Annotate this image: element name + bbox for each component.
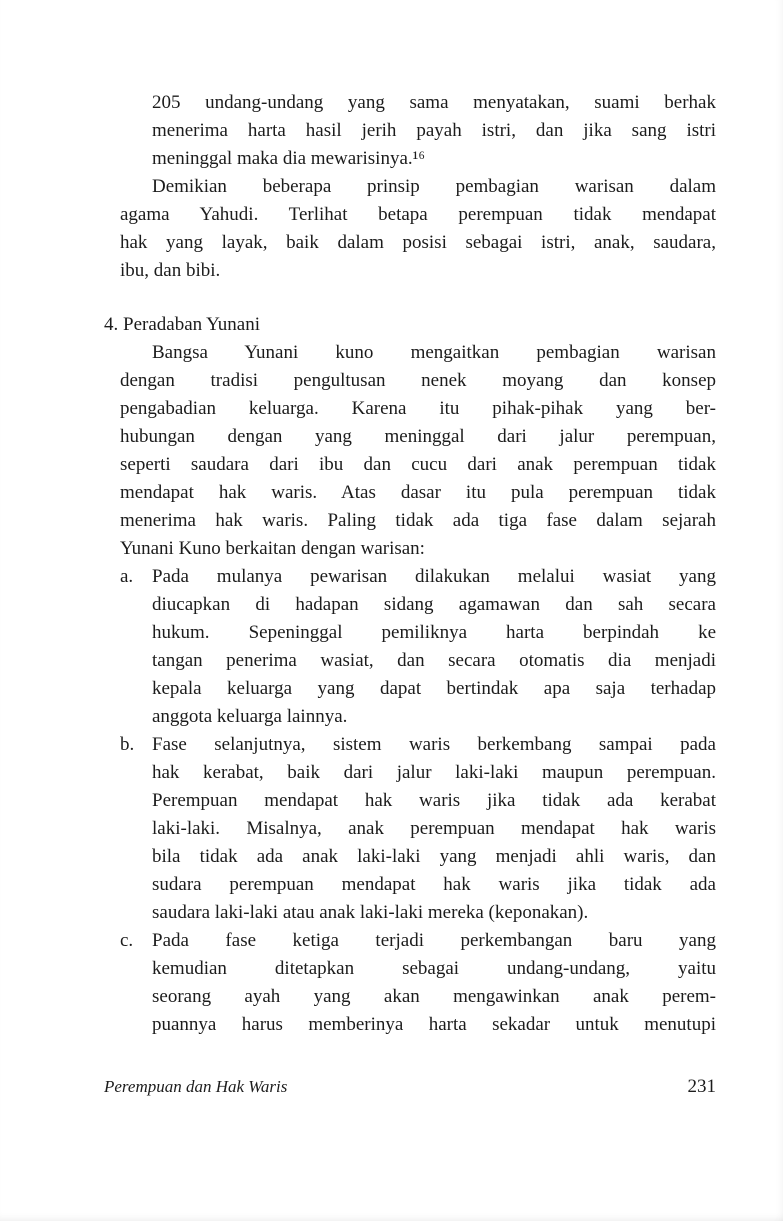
list-item-c-text (152, 927, 716, 1039)
text-line: Perempuan mendapat hak waris jika tidak ada kerabat (152, 790, 716, 811)
list-marker-b: b. (120, 734, 135, 755)
list-item-a-text (152, 563, 716, 731)
text-line: meninggal maka dia mewarisinya.¹⁶ (152, 148, 425, 169)
list-item-c (120, 927, 716, 1039)
list-item-b-text (152, 731, 716, 927)
text-line: Pada fase ketiga terjadi perkembangan baru yang (152, 930, 716, 951)
text-line: Pada mulanya pewarisan dilakukan melalui wasiat yang (152, 566, 716, 587)
text-line: tangan penerima wasiat, dan secara otomatis dia menjadi (152, 650, 716, 671)
text-line: hak yang layak, baik dalam posisi sebagai istri, anak, saudara, (120, 232, 716, 253)
text-line: Yunani Kuno berkaitan dengan warisan: (120, 538, 425, 559)
text-line: 205 undang-undang yang sama menyatakan, suami berhak (152, 92, 716, 113)
text-line: kepala keluarga yang dapat bertindak apa saja terhadap (152, 678, 716, 699)
text-line: Demikian beberapa prinsip pembagian warisan dalam (152, 176, 716, 197)
text-line: seperti saudara dari ibu dan cucu dari anak perempuan tidak (120, 454, 716, 475)
lettered-list (120, 563, 716, 1039)
text-line: anggota keluarga lainnya. (152, 706, 348, 727)
paragraph-yunani-intro (120, 339, 716, 563)
list-marker-c: c. (120, 930, 134, 951)
running-title: Perempuan dan Hak Waris (104, 1077, 288, 1096)
list-marker-a: a. (120, 566, 134, 587)
text-line: ibu, dan bibi. (120, 260, 221, 281)
list-item-b (120, 731, 716, 927)
text-line: laki-laki. Misalnya, anak perempuan mendapat hak waris (152, 818, 716, 839)
text-line: agama Yahudi. Terlihat betapa perempuan tidak mendapat (120, 204, 716, 225)
page-footer (104, 1075, 716, 1099)
text-line: seorang ayah yang akan mengawinkan anak perem- (152, 986, 716, 1007)
text-line: hukum. Sepeninggal pemiliknya harta berpindah ke (152, 622, 716, 643)
text-line: pengabadian keluarga. Karena itu pihak-pihak yang ber- (120, 398, 716, 419)
page-number: 231 (687, 1076, 716, 1097)
text-line: kemudian ditetapkan sebagai undang-undang, yaitu (152, 958, 716, 979)
quoted-passage (152, 89, 716, 173)
list-item-a (120, 563, 716, 731)
text-line: menerima hak waris. Paling tidak ada tiga fase dalam sejarah (120, 510, 716, 531)
text-line: bila tidak ada anak laki-laki yang menjadi ahli waris, dan (152, 846, 716, 867)
text-line: diucapkan di hadapan sidang agamawan dan sah secara (152, 594, 716, 615)
text-line: puannya harus memberinya harta sekadar untuk menutupi (152, 1014, 716, 1035)
text-line: hak kerabat, baik dari jalur laki-laki maupun perempuan. (152, 762, 716, 783)
text-line: hubungan dengan yang meninggal dari jalur perempuan, (120, 426, 716, 447)
text-line: mendapat hak waris. Atas dasar itu pula perempuan tidak (120, 482, 716, 503)
text-line: Bangsa Yunani kuno mengaitkan pembagian warisan (152, 342, 716, 363)
text-line: Fase selanjutnya, sistem waris berkembang sampai pada (152, 734, 716, 755)
paragraph-yahudi-summary (120, 173, 716, 285)
section-heading: 4. Peradaban Yunani (104, 314, 260, 335)
text-line: sudara perempuan mendapat hak waris jika tidak ada (152, 874, 716, 895)
text-line: menerima harta hasil jerih payah istri, dan jika sang istri (152, 120, 716, 141)
text-line: dengan tradisi pengultusan nenek moyang dan konsep (120, 370, 716, 391)
text-line: saudara laki-laki atau anak laki-laki mereka (keponakan). (152, 902, 589, 923)
